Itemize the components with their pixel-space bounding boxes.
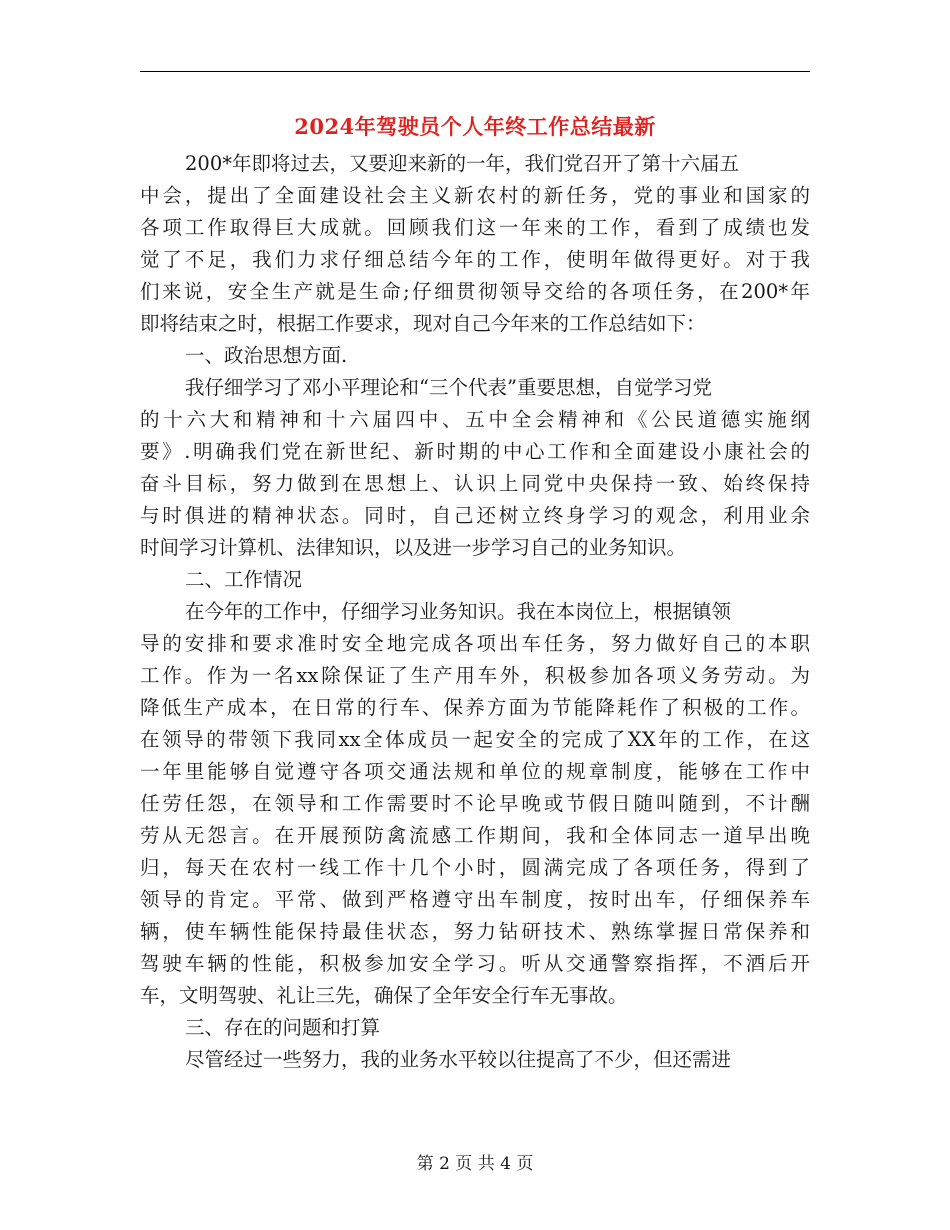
body-line: 导的安排和要求准时安全地完成各项出车任务，努力做好自己的本职	[140, 632, 810, 655]
body-line: 的十六大和精神和十六届四中、五中全会精神和《公民道德实施纲	[140, 408, 810, 431]
body-line: 降低生产成本，在日常的行车、保养方面为节能降耗作了积极的工作。	[140, 696, 810, 719]
section-heading: 三、存在的问题和打算	[185, 1016, 381, 1039]
body-line: 时间学习计算机、法律知识，以及进一步学习自己的业务知识。	[140, 536, 687, 559]
body-line: 在今年的工作中，仔细学习业务知识。我在本岗位上，根据镇领	[185, 600, 732, 623]
body-line: 中会，提出了全面建设社会主义新农村的新任务，党的事业和国家的	[140, 184, 810, 207]
body-line: 我仔细学习了邓小平理论和“三个代表”重要思想，自觉学习党	[185, 376, 712, 399]
body-line: 奋斗目标，努力做到在思想上、认识上同党中央保持一致、始终保持	[140, 472, 810, 495]
page-number-footer: 第 2 页 共 4 页	[416, 1154, 534, 1174]
body-line: 劳从无怨言。在开展预防禽流感工作期间，我和全体同志一道早出晚	[140, 824, 810, 847]
document-body	[140, 148, 810, 1076]
section-heading: 一、政治思想方面.	[185, 344, 348, 367]
header-rule	[140, 71, 810, 72]
body-line: 与时俱进的精神状态。同时，自己还树立终身学习的观念，利用业余	[140, 504, 810, 527]
body-line: 工作。作为一名xx除保证了生产用车外，积极参加各项义务劳动。为	[140, 664, 810, 687]
body-line: 即将结束之时，根据工作要求，现对自己今年来的工作总结如下：	[140, 312, 706, 335]
body-line: 在领导的带领下我同xx全体成员一起安全的完成了XX年的工作，在这	[140, 728, 810, 751]
body-line: 一年里能够自觉遵守各项交通法规和单位的规章制度，能够在工作中	[140, 760, 810, 783]
body-line: 要》.明确我们党在新世纪、新时期的中心工作和全面建设小康社会的	[140, 440, 810, 463]
body-line: 任劳任怨，在领导和工作需要时不论早晚或节假日随叫随到，不计酬	[140, 792, 810, 815]
body-line: 车，文明驾驶、礼让三先，确保了全年安全行车无事故。	[140, 984, 628, 1007]
body-line: 尽管经过一些努力，我的业务水平较以往提高了不少，但还需进	[185, 1048, 732, 1071]
body-line: 各项工作取得巨大成就。回顾我们这一年来的工作，看到了成绩也发	[140, 216, 810, 239]
body-line: 驾驶车辆的性能，积极参加安全学习。听从交通警察指挥，不酒后开	[140, 952, 810, 975]
section-heading: 二、工作情况	[185, 568, 303, 591]
body-line: 觉了不足，我们力求仔细总结今年的工作，使明年做得更好。对于我	[140, 248, 810, 271]
body-line: 200*年即将过去，又要迎来新的一年，我们党召开了第十六届五	[185, 152, 739, 175]
body-line: 归，每天在农村一线工作十几个小时，圆满完成了各项任务，得到了	[140, 856, 810, 879]
document-title: 2024年驾驶员个人年终工作总结最新	[294, 114, 656, 139]
body-line: 领导的肯定。平常、做到严格遵守出车制度，按时出车，仔细保养车	[140, 888, 810, 911]
body-line: 们来说，安全生产就是生命;仔细贯彻领导交给的各项任务，在200*年	[140, 280, 810, 303]
body-line: 辆，使车辆性能保持最佳状态，努力钻研技术、熟练掌握日常保养和	[140, 920, 810, 943]
